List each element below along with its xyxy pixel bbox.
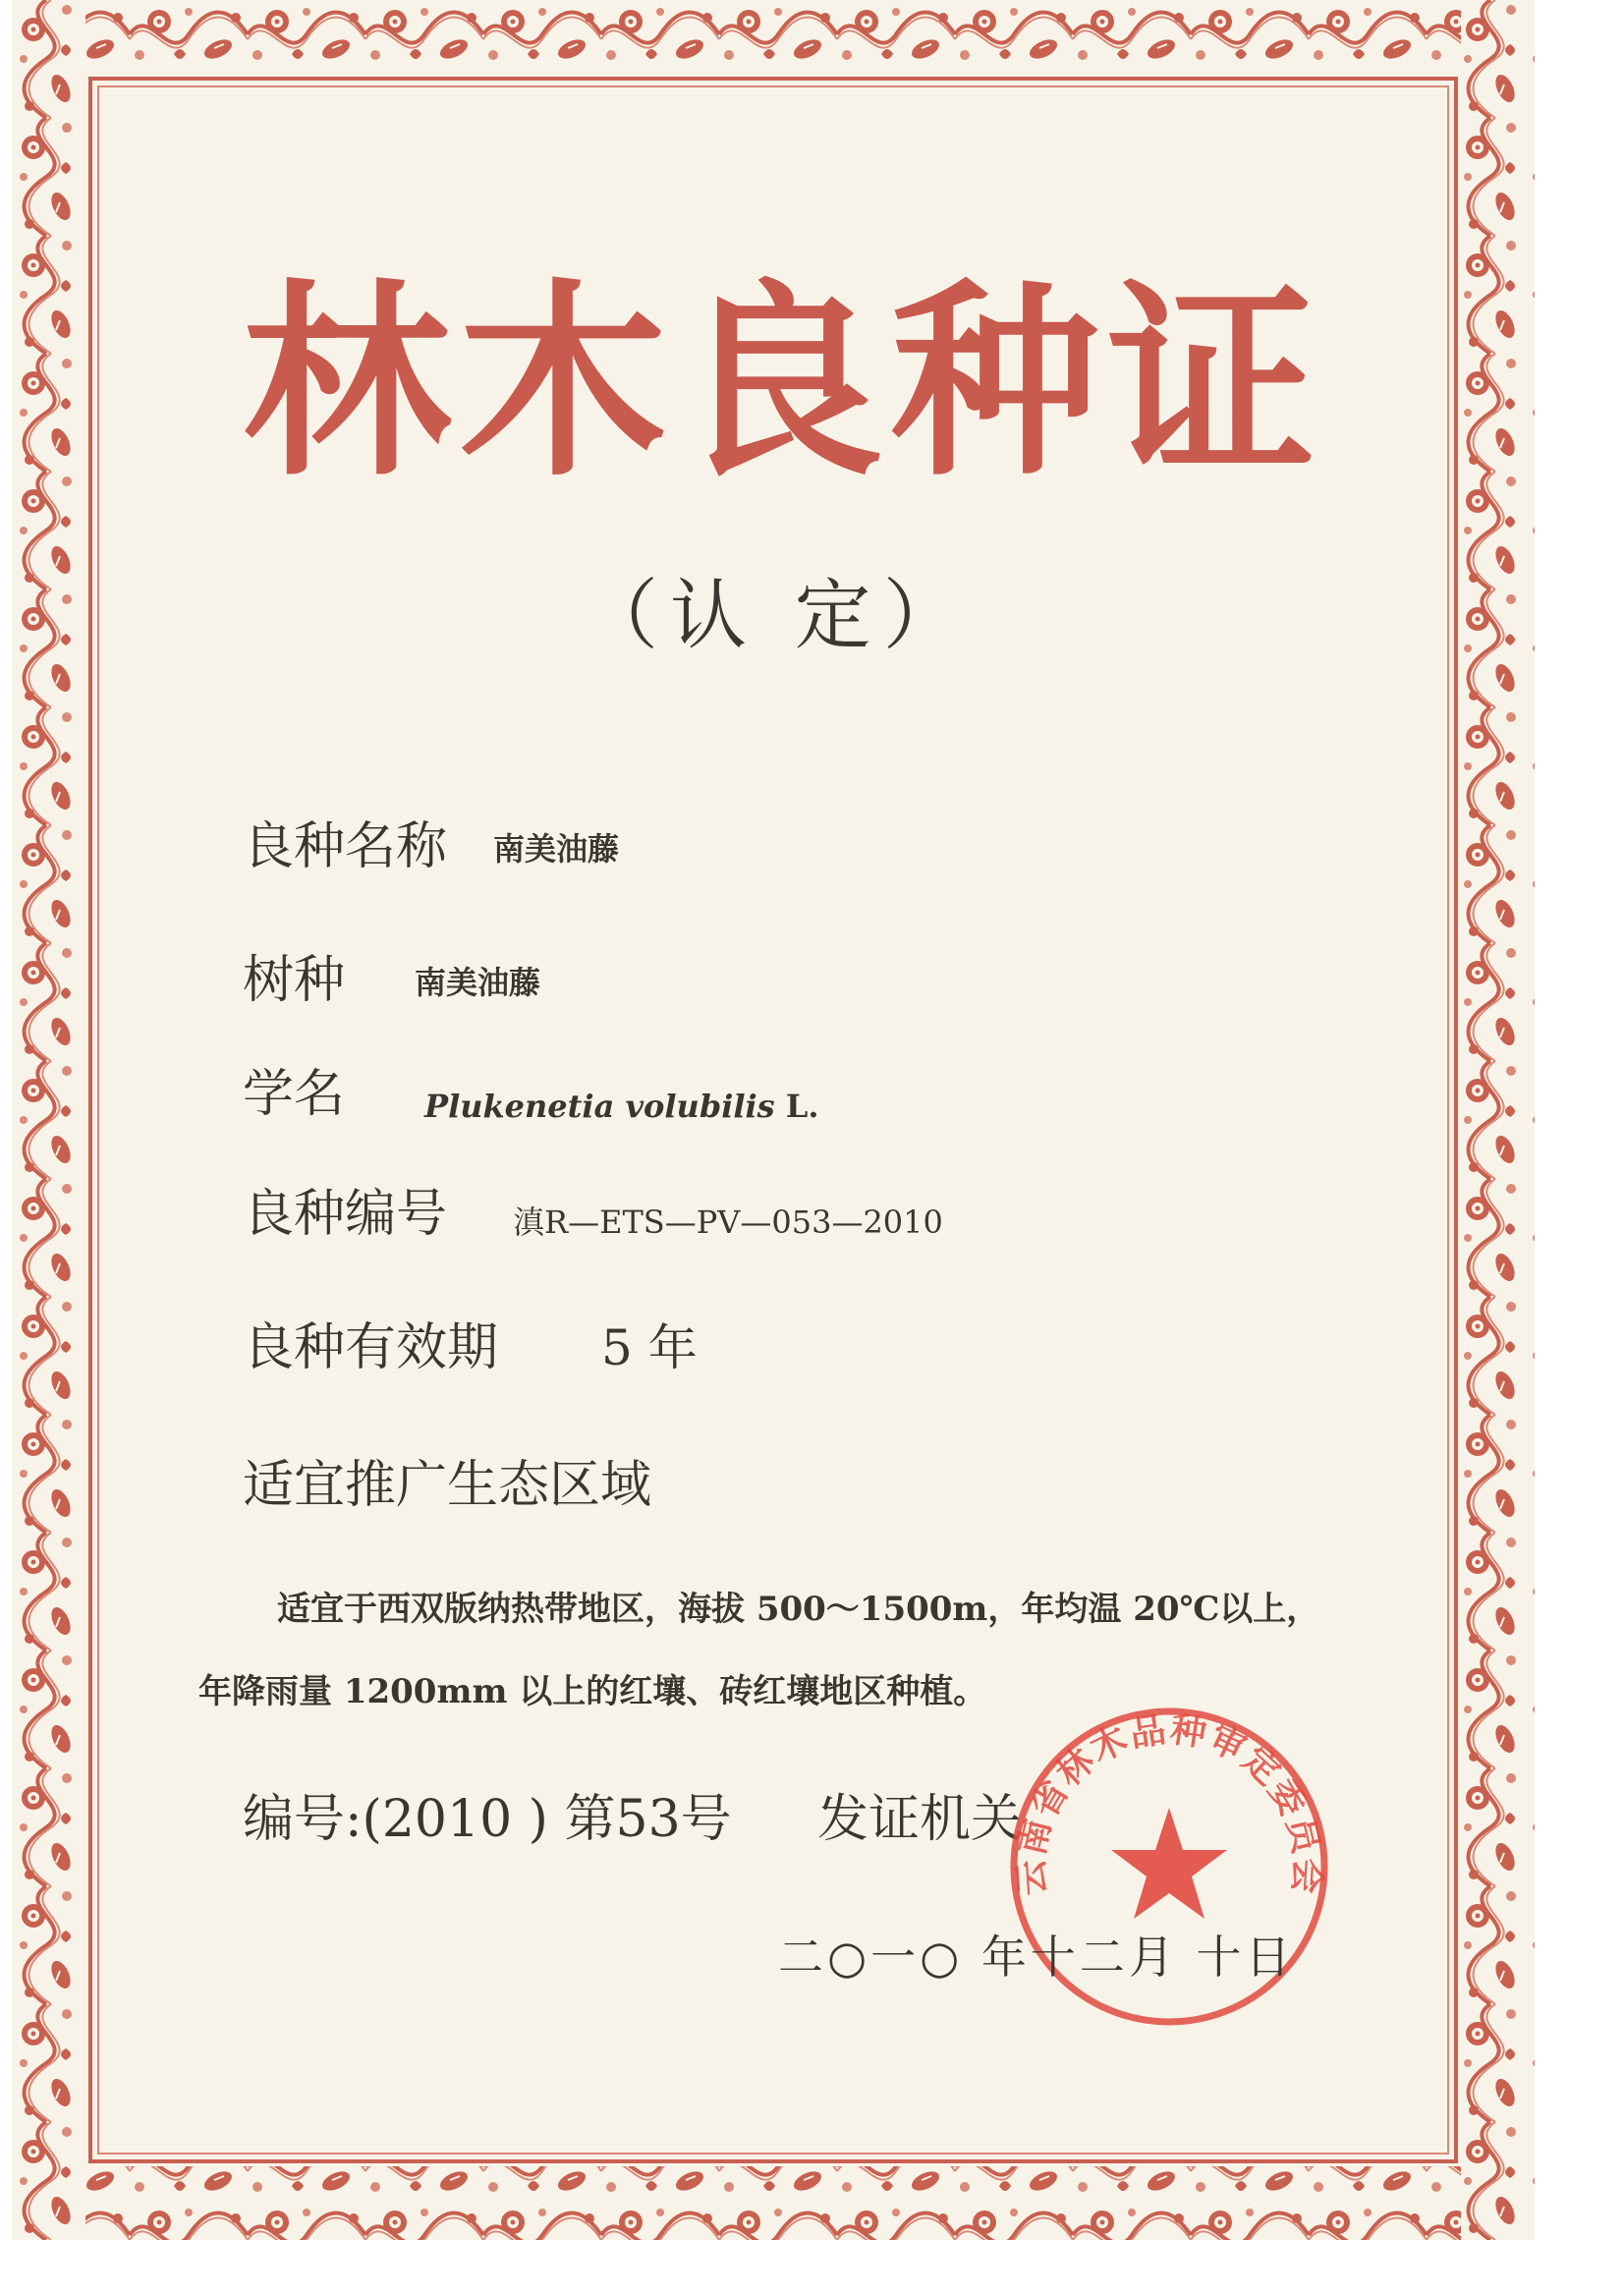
scientific-name-value — [424, 1085, 818, 1128]
scientific-name-label: 学名 — [243, 1065, 346, 1124]
validity-label: 良种有效期 — [243, 1318, 499, 1377]
validity-value: 5 年 — [601, 1319, 698, 1376]
variety-number-value: 滇R—ETS—PV—053—2010 — [513, 1203, 943, 1241]
species-label: 树种 — [243, 951, 346, 1010]
scientific-name-genus-species: Plukenetia volubilis — [424, 1088, 775, 1125]
region-text-line-1: 适宜于西双版纳热带地区，海拔 500～1500m，年均温 20℃以上， — [277, 1590, 1320, 1629]
issuer-label: 发证机关 — [817, 1790, 1023, 1849]
species-value: 南美油藤 — [415, 964, 541, 1001]
scientific-name-author: L. — [785, 1088, 819, 1125]
variety-name-value: 南美油藤 — [493, 830, 620, 868]
certificate-number-value: (2010 ) 第53号 — [362, 1790, 732, 1849]
variety-name-label: 良种名称 — [243, 817, 448, 876]
certificate-number — [243, 1788, 732, 1851]
certificate-title: 林木良种证 — [243, 261, 1323, 504]
issue-date: 二○一○ 年十二月 十日 — [778, 1931, 1295, 1984]
seal-text: 云南省林木品种审定委员会 — [1011, 1709, 1327, 1897]
variety-number-label: 良种编号 — [243, 1185, 448, 1244]
certificate — [12, 0, 1535, 2240]
certificate-subtitle: （认 定） — [582, 572, 972, 660]
region-text-line-2: 年降雨量 1200mm 以上的红壤、砖红壤地区种植。 — [198, 1672, 987, 1711]
star-icon — [1111, 1808, 1227, 1919]
certificate-number-label: 编号: — [243, 1790, 363, 1849]
region-heading: 适宜推广生态区域 — [243, 1456, 652, 1515]
